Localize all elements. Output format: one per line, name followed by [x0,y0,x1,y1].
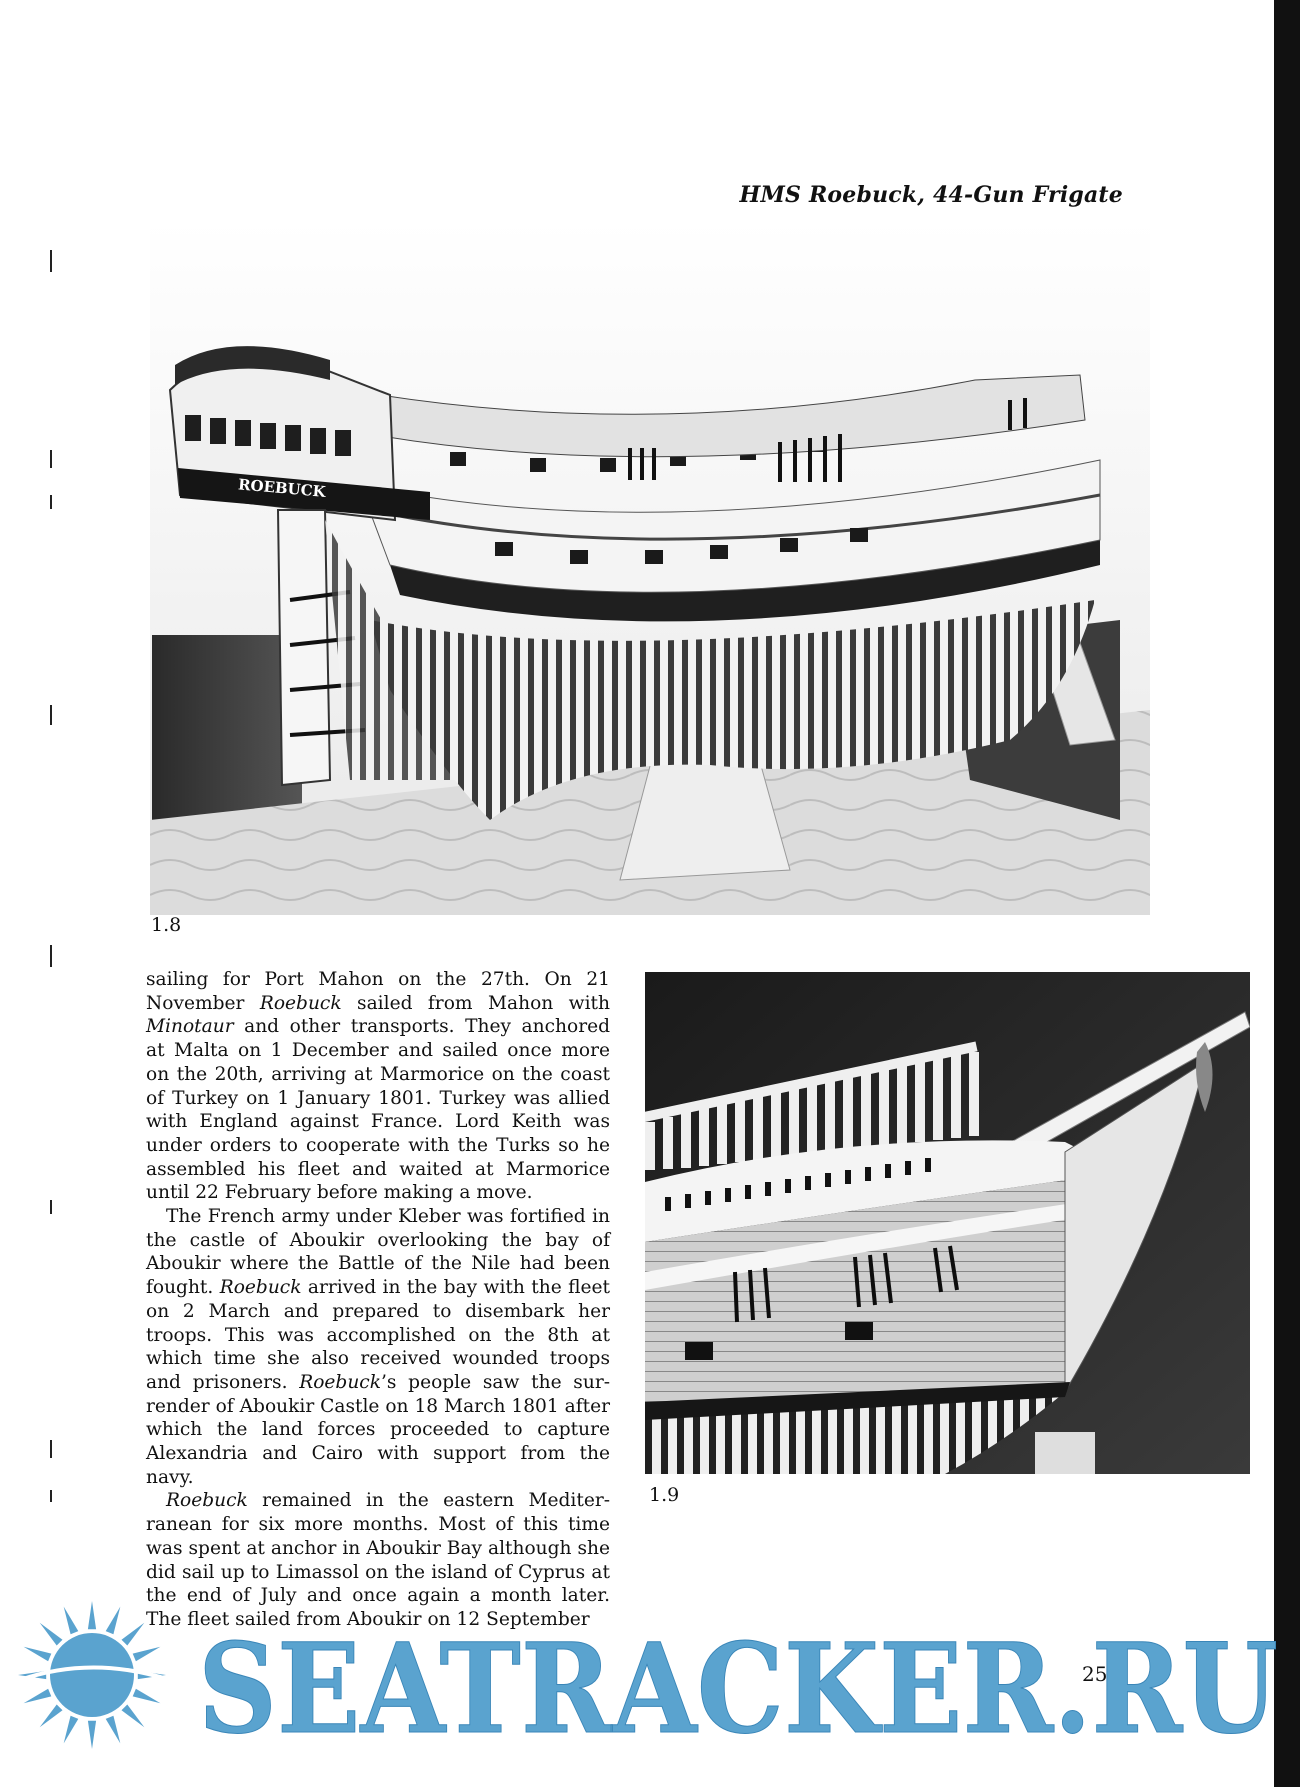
watermark [0,1600,1290,1750]
bow-model-illustration [645,972,1250,1474]
watermark-text: SEATRACKER.RU [198,1617,1278,1750]
page-number: 25 [1082,1662,1108,1686]
body-text [146,968,610,1632]
scan-edge [1274,0,1300,1787]
sun-ray [64,1716,79,1744]
paragraph-1: sailing for Port Mahon on the 27th. On 21 November Roebuck sailed from Mahon with Minotaur and other transports. They anchored at Malta on 1 December and sailed once more on the 20th, arriving at Marmorice on the coast of Turkey on 1 January 1801. Turkey was allied with England against France. Lord Keith was under orders to cooperate with the Turks so he assembled his fleet and waited at Marmorice until 22 February before making a move. [146,969,610,1204]
watermark-logo [0,1600,1290,1750]
figure-1-9-caption: 1.9 [649,1484,680,1506]
sun-ray [88,1601,96,1629]
paragraph-3: Roebuck remained in the eastern Mediter-ranean for six more months. Most of this time was spent at anchor in Aboukir Bay although she did sail up to Limassol on the island of Cyprus at the end of July and once again a month later. The fleet sailed from Aboukir on 12 September [146,1490,610,1630]
sun-ray [106,1716,121,1744]
sun-ray [64,1607,79,1635]
sun-ray [133,1689,161,1704]
sun-icon [18,1601,170,1749]
figure-1-8-photo [150,220,1150,915]
paragraph-2: The French army under Kleber was fortified in the castle of Aboukir overlooking the bay of Aboukir where the Battle of the Nile had been fought. Roebuck arrived in the bay with the fleet on 2 March and prepared to disembark her troops. This was accomplished on the 8th at which time she also received wounded troops and prisoners. Roebuck’s people saw the sur-render of Aboukir Castle on 18 March 1801 after which the land forces proceeded to capture Alexandria and Cairo with support from the navy. [146,1206,610,1488]
sun-ray [122,1623,145,1646]
sun-ray [24,1647,52,1662]
sun-ray [40,1705,63,1728]
stern-model-illustration [150,220,1150,915]
scan-margin-marks [48,250,58,1500]
sun-ray [122,1705,145,1728]
sun-ray [88,1721,96,1749]
figure-1-8-caption: 1.8 [151,914,182,936]
sun-ray [133,1647,161,1662]
hull-name-plate: ROEBUCK [237,475,327,501]
sun-ray [24,1689,52,1704]
running-head: HMS Roebuck, 44-Gun Frigate [739,182,1123,208]
figure-1-9-photo [645,972,1250,1474]
sun-ray [40,1623,63,1646]
sun-ray [106,1607,121,1635]
